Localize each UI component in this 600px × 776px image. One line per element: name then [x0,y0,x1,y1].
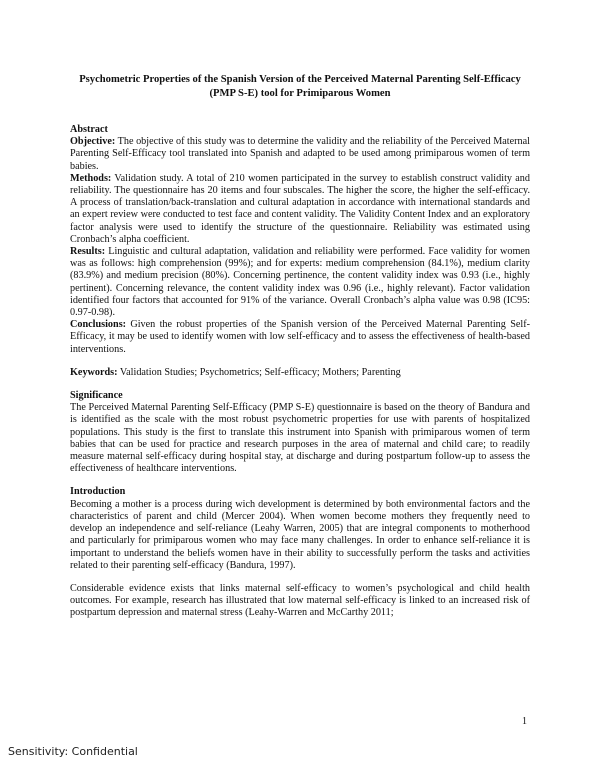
results-text: Linguistic and cultural adaptation, validation and reliability were performed. Face validity for women was as follows: high comprehension (99%); and for experts: medium comprehension (84.1%), medium clarity (83.9%) and medium precision (80%). Concerning pertinence, the content validity index was 0.93 (i.e., highly pertinent). Concerning relevance, the content validity index was 0.96 (i.e., highly relevant). Factor validation identified four factors that accounted for 91% of the variance. Overall Cronbach’s alpha value was 0.98 (IC95: 0.97-0.98). [70,246,530,319]
spacer [70,356,530,367]
spacer [70,572,530,583]
methods-text: Validation study. A total of 210 women participated in the survey to establish construct validity and reliability. The questionnaire has 20 items and four subscales. The higher the score, the higher the self-efficacy. A process of translation/back-translation and cultural adaptation in accordance with international standards and an expert review were conducted to test face and content validity. The Validity Content Index and an exploratory factor analysis were used to identify the structure of the questionnaire. Reliability was estimated using Cronbach’s alpha coefficient. [70,172,530,245]
abstract-objective [70,136,530,173]
abstract-methods [70,173,530,246]
introduction-paragraph-2: Considerable evidence exists that links maternal self-efficacy to women’s psychological and child health outcomes. For example, research has illustrated that low maternal self-efficacy is linked to an increased risk of postpartum depression and maternal stress (Leahy-Warren and McCarthy 2011; [70,582,530,619]
introduction-paragraph-1: Becoming a mother is a process during wich development is determined by both environmental factors and the characteristics of parent and child (Mercer 2004). When women become mothers they frequently need to develop an independence and self-reliance (Leahy Warren, 2005) that are integral components to motherhood and particularly for primiparous women who may face many challenges. In order to enhance self-reliance it is important to understand the beliefs women have in their ability to successfully perform the tasks and activities related to their parenting self-efficacy (Bandura, 1997). [70,498,530,571]
keywords-text: Validation Studies; Psychometrics; Self-efficacy; Mothers; Parenting [117,366,401,378]
objective-text: The objective of this study was to determine the validity and the reliability of the Perceived Maternal Parenting Self-Efficacy tool translated into Spanish and adapted to be used among primiparous women of term babies. [70,136,530,172]
conclusions-text: Given the robust properties of the Spanish version of the Perceived Maternal Parenting Self-Efficacy, it may be used to identify women with low self-efficacy and to assess the effectiveness of health-based interventions. [70,319,530,355]
methods-label: Methods: [70,172,112,184]
abstract-heading: Abstract [70,124,108,135]
keywords [70,367,530,379]
paper-title: Psychometric Properties of the Spanish Version of the Perceived Maternal Parenting Self-Efficacy (PMP S-E) tool for Primiparous Women [79,74,521,99]
introduction-heading: Introduction [70,486,126,498]
significance-text: The Perceived Maternal Parenting Self-Efficacy (PMP S-E) questionnaire is based on the theory of Bandura and is identified as the scale with the most robust psychometric properties for use with parents of hospitalized populations. This study is the first to translate this instrument into Spanish with primiparous women of term babies that can be used for practice and research purposes in the area of maternal and child care; to readily measure maternal self-efficacy during hospital stay, at discharge and during postpartum follow-up to assess the effectiveness of healthcare interventions. [70,402,530,475]
sensitivity-label: Sensitivity: Confidential [8,745,138,758]
abstract-results [70,246,530,319]
spacer [70,475,530,486]
conclusions-label: Conclusions: [70,319,127,331]
significance-heading: Significance [70,390,123,402]
paper-body [70,124,530,620]
objective-label: Objective: [70,136,116,148]
page-number: 1 [522,716,527,727]
spacer [70,379,530,390]
keywords-label: Keywords: [70,366,118,378]
abstract-conclusions [70,319,530,356]
results-label: Results: [70,246,106,258]
